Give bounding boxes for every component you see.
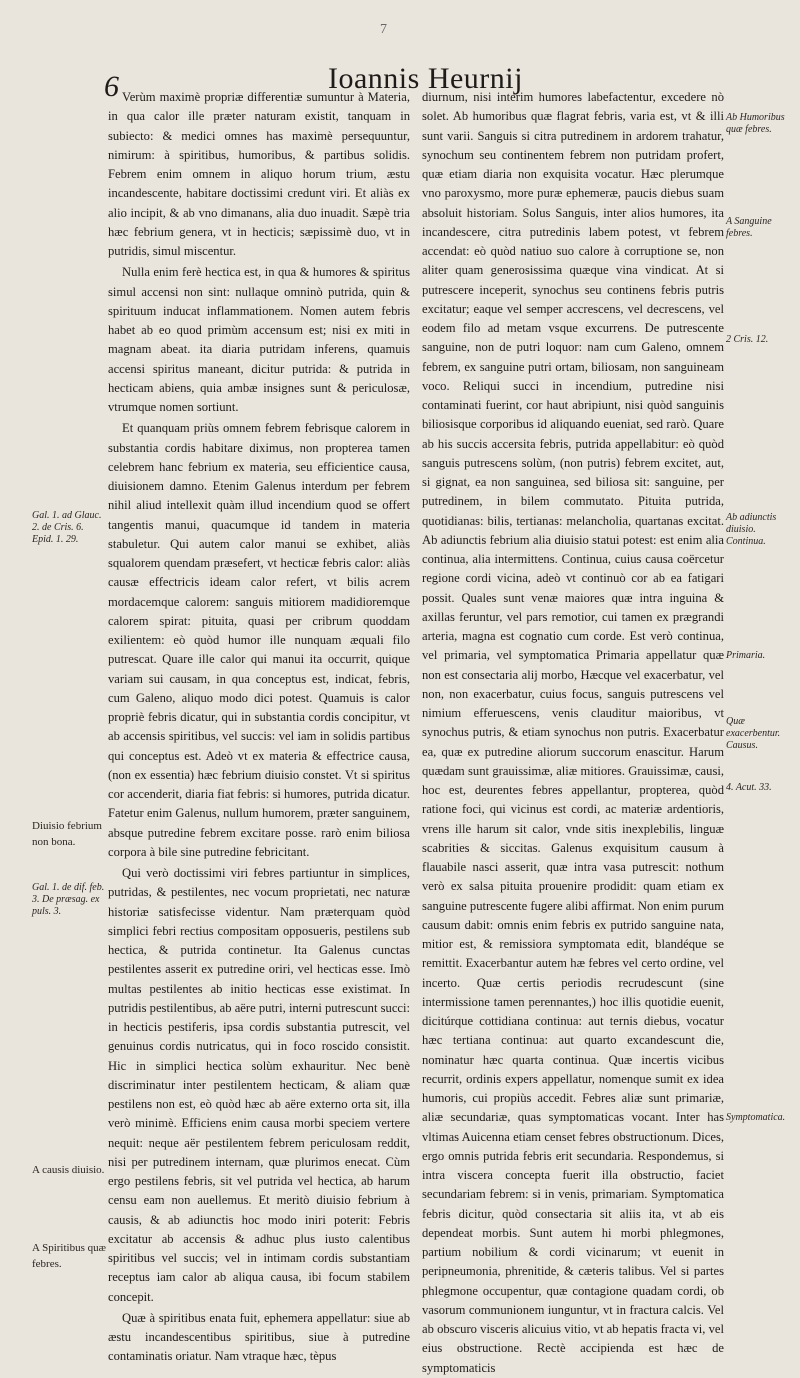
margin-note: A Spiritibus quæ febres. [32, 1242, 106, 1270]
paragraph: Verùm maximè propriæ differentiæ sumuntur à Materia, in qua calor ille præter naturam existit, tanquam in subiecto: & medici omnes has maximè persequuntur, nimirum: à spiritibus, humoribus, & partibus solidis. Febrem enim omnem in aliquo horum trium, æstu incandescente, habitare doctissimi credunt viri. Et aliàs ex alio incipit, & ab vno dimanans, alia duo inuadit. Sæpè tria hæc febrium genera, vt in hecticis; sæpissimè duo, vt in putridis, simul miscentur. [108, 90, 410, 258]
running-title: Ioannis Heurnij [328, 62, 523, 95]
margin-note: Diuisio febrium non bona. [32, 820, 102, 848]
margin-note: Gal. 1. ad Glauc. 2. de Cris. 6. Epid. 1. 29. [32, 510, 102, 545]
margin-note: A Sanguine febres. [726, 216, 772, 239]
margin-note: Ab adiunctis diuisio. Continua. [726, 512, 777, 547]
paragraph: Nulla enim ferè hectica est, in qua & humores & spiritus simul accensi non sint: nullaque omninò putrida, quin & spirituum inducat inflammationem. Nomen autem febris habet ab eo quod primùm accensum est; nisi ex miti in magnam abeat. ita diaria putridam inferens, quamuis accensi spiritus maneant, dicitur putrida: & putrida in hecticam abiens, quia ambæ insignes sunt & periculosæ, vtrumque nomen sortiunt. [108, 265, 410, 414]
margin-note: Quæ exacerbentur. Causus. [726, 716, 781, 751]
margin-note: Symptomatica. [726, 1112, 786, 1123]
margin-note: Gal. 1. de dif. feb. 3. De præsag. ex puls. 3. [32, 882, 105, 917]
paragraph: Quæ à spiritibus enata fuit, ephemera appellatur: siue ab æstu incandescentibus spiritibus, siue à putredine contaminatis oriatur. Nam vtraque hæc, tèpus [108, 1310, 410, 1364]
margin-note: 4. Acut. 33. [726, 782, 772, 793]
margin-note: A causis diuisio. [32, 1164, 105, 1176]
page-number: 6 [104, 70, 119, 103]
signature-mark: 7 [380, 22, 387, 37]
left-text-column [108, 88, 410, 1367]
paragraph: diurnum, nisi interim humores labefactentur, excedere nò solet. Ab humoribus quæ flagrat febris, varia est, vt & illi sunt varii. Sanguis si citra putredinem in ardorem trahatur, synochum seu continentem febrem non putridam profert, quæ etiam diaria non exquisita vocatur. Hæc plerumque vno paroxysmo, more puræ ephemeræ, paucis diebus suam absoluit historiam. Solus Sanguis, inter alios humores, ita incandescere, citra putredinis labem potest, vt febrem accendat: eò quòd natiuo suo calore à corruptione se, non aliter quam generosissima quæque vina vindicat. At si putrescere inceperit, synochus seu continens febris putris excitatur; eaque vel semper accrescens, vel decrescens, vel eodem filo ad metam vsque excurrens. De putrescente sanguine, non de putri loquor: nam cum Galeno, omnem febrem, ex sanguine putri ortam, biliosam, non sanguineam voco. Reliqui succi in incendium, putredine nisi contaminati fuerint, cor haut abripiunt, nisi quòd sanguinis biliosisque corporibus id aliquando eueniat, sed rarò. Quare ab his succis accersita febris, putrida appellabitur: eò quòd sanguis putrescens solùm, (non putris) febrem excitet, aut, si gignat, ea non sanguinea, sed biliosa sit: sanguine, per putredinem, in bilem commutato. Pituita putrida, quotidianas: bilis, tertianas: melancholia, quartanas excitat. Ab adiunctis febrium alia diuisio statui potest: est enim alia continua, alia intermittens. Continua, cuius causa coërcetur regione cordi vicina, adeò vt continuò cor ab ea fatigari possit. Quales sunt venæ maiores quæ intra inguina & axillas feruntur, vel pars remotior, cui tamen ex prægrandi arteria, magna est cognatio cum corde. Est verò continua, vel primaria, vel symptomatica Primaria appellatur quæ non est consectaria alij morbo, Hæcque vel exacerbatur, vel non, non exacerbatur, cuius focus, sanguis putrescens vel nimium efferuescens, venis clauditur maioribus, vt synochus putris, & etiam synochus non putris. Exacerbatur ea, quæ ex putredine aliorum succorum enascitur. Harum quædam sunt grauissimæ, aliæ mitiores. Grauissimæ, causi, hoc est, deurentes febres appellantur, propterea, quòd ratione foci, qui vicinus est cordi, ac materiæ ardentioris, vrens ille harum sit calor, vnde sitis inexplebilis, linguæ scabrities & siccitas. Galenus exquisitum causum à flauabile nasci asserit, quæ intra vasa putrescit: nothum verò ex salsa pituita prouenire prodidit: quam etiam ex sanguine putrescente fugere alibi affirmat. Non enim purum causum dabit: omnis enim febris ex putrido sanguine nata, mitior est, & remissiora symptomata edit, blandéque se remittit. Exacerbantur autem hæ febres vel certo ordine, vel incerto. Quæ certis periodis recrudescunt (sine intermissione tamen perennantes,) hoc illis quotidie euenit, dicitúrque cottidiana continua: aut ternis diebus, vocatur hæc tertiana continua: aut quarto excandescunt die, nominatur hæc quarta continua. Quæ incertis vicibus recurrit, ordinis expers appellatur, nomenque sumit ex idea humoris, cui propiùs accedit. Febres aliæ sunt primariæ, aliæ secundariæ, quas symptomaticas vocant. Inter has vltimas Auicenna etiam censet febres obstructionum. Dices, ergo omnis putrida febris erit secundaria. Respondemus, si intra viscera concepta fuerit illa obstructio, faciet secundariam febrem: si in venis, primariam. Symptomatica febris dicitur, quòd consectaria sit aliis ita, vt ab eis dependeat morbis. Sunt autem hi morbi phlegmones, partium nobilium & cordi vicinarum; vt euenit in peripneumonia, phrenitide, & cæteris talibus. Vel si partes phlegmone occupentur, quæ contagione quadam cordi, ob vasorum communionem iunguntur, vt in fractura calcis. Vel ab obscuro visceris alicuius vitio, vt ab hepatis fracta vi, vel eius obstructione. Rectè accipienda est hæc de symptomaticis [422, 90, 724, 1375]
right-text-column [422, 88, 724, 1378]
page-header [0, 22, 800, 103]
paragraph: Et quanquam priùs omnem febrem febrisque calorem in substantia cordis habitare diximus, non propterea tamen celebrem hanc febrium ex materia, seu efficientice causa, diuisionem damno. Etenim Galenus interdum per febrem nihil aliud intellexit quàm illud incendium quod se offert tangentis manui, quacumque id tandem in materia stabuletur. Qui autem calor manui se exhibet, aliàs squalorem quendam præsefert, vt hecticæ febris calor: aliàs causæ effectricis ideam calor refert, vt bilis acrem mordacemque calorem: sanguis mitiorem madidioremque calorem spirat: pituita, quasi per cribrum quoddam exilientem: eò quòd humor ille nunquam æquali filo putrescat. Quare ille calor qui manui ita occurrit, quique variam sui causam, in qua conceptus est, indicat, febris, cum Galeno, aliquo modo dici potest. Quamuis is calor propriè febris dicatur, qui in substantia cordis concipitur, vt ab accensis spiritibus, vel succis: vel iam in solidis partibus qui conceptus est. Adeò vt ex materia & effectrice causa, (non ex essentia) hæc febrium diuisio constet. Vt si spiritus cor accenderit, diaria fiat febris: si humores, putrida dicatur. Fatetur enim Galenus, nullum humorem, præter sanguinem, absque putredine febrem excitare posse. rarò enim biliosa corpora à bile sine putredine febricitant. [108, 421, 410, 859]
margin-note: Ab Humoribus quæ febres. [726, 112, 785, 135]
margin-note: 2 Cris. 12. [726, 334, 769, 345]
margin-note: Primaria. [726, 650, 766, 661]
paragraph: Qui verò doctissimi viri febres partiuntur in simplices, putridas, & pestilentes, nec vocum proprietati, nec naturæ historiæ satisfecisse videntur. Nam præterquam quòd simplici febri rectius compositam opposueris, pestilens sub hectica, & putrida continetur. Ita Galenus cunctas pestilentes asserit ex putredine oriri, vel hecticas esse. Imò multas pestilentes ab initio hecticas esse existimat. In putridis pestilentibus, ab aëre putri, interni putrescunt succi: in hecticis pestiferis, ipsa cordis substantia putrescit, vel genuinus cordis nutricatus, qui in foco roscido consistit. Hic in simplici hectica solùm exhauritur. Nec benè discriminatur inter pestilentem hecticam, & aliam quæ pestilens non est, eò quòd hæc ab aëre externo orta sit, illa verò minimè. Efficiens enim causa morbi speciem vertere nequit: neque aër pestilentem febrem periculosam reddit, nisi per putredinem internam, quæ plurimos enecat. Cùm ergo pestilens febris, sit vel putrida vel hectica, ab harum censu eam non auellemus. Et meritò diuisio febrium à causis, & ab adiunctis hoc modo iniri poterit: Febris excitatur ab accensis & adhuc plus iusto calentibus spiritibus vel succis; vel in intimam cordis substantiam receptus iam calor ab aliqua causa, ibi focum stabilem concepit. [108, 866, 410, 1304]
